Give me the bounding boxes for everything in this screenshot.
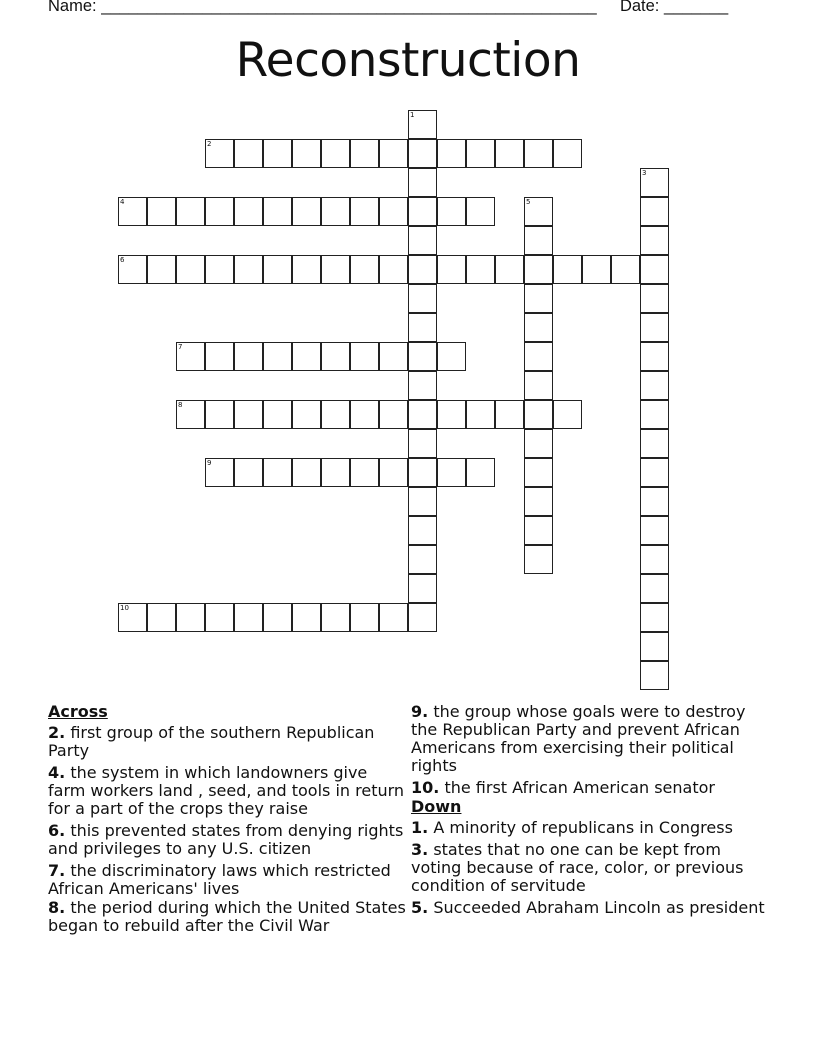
grid-cell[interactable] [466,255,495,284]
grid-cell[interactable] [640,661,669,690]
grid-cell[interactable] [437,255,466,284]
grid-cell[interactable] [524,487,553,516]
down-heading: Down [411,797,462,816]
cell-number: 2 [207,140,212,148]
clue-down-1: 1. A minority of republicans in Congress [411,818,733,837]
grid-cell[interactable] [640,255,669,284]
grid-cell[interactable] [640,400,669,429]
grid-cell[interactable] [263,458,292,487]
grid-cell[interactable] [118,603,147,632]
grid-cell[interactable] [640,603,669,632]
grid-cell[interactable] [408,110,437,139]
grid-cell[interactable] [350,255,379,284]
grid-cell[interactable] [321,255,350,284]
cell-number: 1 [410,111,415,119]
grid-cell[interactable] [640,284,669,313]
grid-cell[interactable] [176,255,205,284]
grid-cell[interactable] [466,400,495,429]
grid-cell[interactable] [408,458,437,487]
grid-cell[interactable] [408,545,437,574]
grid-cell[interactable] [205,400,234,429]
grid-cell[interactable] [524,516,553,545]
grid-cell[interactable] [524,313,553,342]
grid-cell[interactable] [321,603,350,632]
grid-cell[interactable] [292,255,321,284]
grid-cell[interactable] [118,197,147,226]
grid-cell[interactable] [611,255,640,284]
grid-cell[interactable] [524,284,553,313]
grid-cell[interactable] [176,342,205,371]
grid-cell[interactable] [147,197,176,226]
grid-cell[interactable] [321,458,350,487]
grid-cell[interactable] [524,139,553,168]
clue-across-10: 10. the first African American senator [411,778,715,797]
grid-cell[interactable] [234,603,263,632]
grid-cell[interactable] [408,400,437,429]
grid-cell[interactable] [350,458,379,487]
grid-cell[interactable] [234,197,263,226]
grid-cell[interactable] [263,255,292,284]
grid-cell[interactable] [263,139,292,168]
clue-down-5: 5. Succeeded Abraham Lincoln as president [411,898,765,917]
grid-cell[interactable] [205,139,234,168]
grid-cell[interactable] [350,400,379,429]
grid-cell[interactable] [640,168,669,197]
grid-cell[interactable] [553,255,582,284]
grid-cell[interactable] [321,400,350,429]
grid-cell[interactable] [379,458,408,487]
grid-cell[interactable] [640,226,669,255]
cell-number: 5 [526,198,531,206]
grid-cell[interactable] [321,139,350,168]
grid-cell[interactable] [408,226,437,255]
grid-cell[interactable] [176,603,205,632]
name-blank[interactable]: ______________________________________________________ [101,0,597,15]
grid-cell[interactable] [147,255,176,284]
grid-cell[interactable] [524,458,553,487]
grid-cell[interactable] [640,342,669,371]
grid-cell[interactable] [118,255,147,284]
clue-across-4: 4. the system in which landowners give farm workers land , seed, and tools in return for a part of the crops they raise [48,763,405,818]
grid-cell[interactable] [495,139,524,168]
name-label: Name: [48,0,97,15]
grid-cell[interactable] [379,197,408,226]
grid-cell[interactable] [408,516,437,545]
grid-cell[interactable] [350,342,379,371]
grid-cell[interactable] [350,603,379,632]
grid-cell[interactable] [524,545,553,574]
grid-cell[interactable] [292,603,321,632]
grid-cell[interactable] [379,400,408,429]
grid-cell[interactable] [350,139,379,168]
grid-cell[interactable] [205,458,234,487]
grid-cell[interactable] [263,197,292,226]
grid-cell[interactable] [640,197,669,226]
across-heading: Across [48,702,108,721]
grid-cell[interactable] [176,400,205,429]
grid-cell[interactable] [524,226,553,255]
grid-cell[interactable] [234,255,263,284]
clue-down-3: 3. states that no one can be kept from voting because of race, color, or previous condition of servitude [411,840,744,895]
grid-cell[interactable] [466,139,495,168]
grid-cell[interactable] [321,197,350,226]
clue-across-8: 8. the period during which the United States began to rebuild after the Civil War [48,898,406,935]
grid-cell[interactable] [408,371,437,400]
grid-cell[interactable] [408,313,437,342]
grid-cell[interactable] [553,400,582,429]
grid-cell[interactable] [408,487,437,516]
grid-cell[interactable] [234,400,263,429]
clue-across-2: 2. first group of the southern Republican Party [48,723,375,760]
grid-cell[interactable] [640,313,669,342]
grid-cell[interactable] [437,342,466,371]
grid-cell[interactable] [408,342,437,371]
grid-cell[interactable] [524,255,553,284]
grid-cell[interactable] [379,255,408,284]
grid-cell[interactable] [321,342,350,371]
grid-cell[interactable] [553,139,582,168]
date-label: Date: [619,0,660,15]
grid-cell[interactable] [524,429,553,458]
grid-cell[interactable] [466,458,495,487]
grid-cell[interactable] [495,255,524,284]
grid-cell[interactable] [234,458,263,487]
grid-cell[interactable] [408,197,437,226]
grid-cell[interactable] [640,487,669,516]
grid-cell[interactable] [408,168,437,197]
grid-cell[interactable] [292,342,321,371]
cell-number: 10 [120,604,129,612]
grid-cell[interactable] [408,429,437,458]
grid-cell[interactable] [524,197,553,226]
date-blank[interactable]: _______ [663,0,729,15]
grid-cell[interactable] [408,284,437,313]
grid-cell[interactable] [350,197,379,226]
grid-cell[interactable] [408,255,437,284]
grid-cell[interactable] [640,516,669,545]
grid-cell[interactable] [292,139,321,168]
grid-cell[interactable] [640,371,669,400]
grid-cell[interactable] [408,139,437,168]
cell-number: 3 [642,169,647,177]
grid-cell[interactable] [379,603,408,632]
cell-number: 7 [178,343,183,351]
grid-cell[interactable] [205,603,234,632]
cell-number: 8 [178,401,183,409]
grid-cell[interactable] [640,574,669,603]
grid-cell[interactable] [379,342,408,371]
grid-cell[interactable] [234,342,263,371]
grid-cell[interactable] [263,342,292,371]
page-title: Reconstruction [235,33,581,88]
clue-across-9: 9. the group whose goals were to destroy the Republican Party and prevent African Americans from exercising their political rights [411,702,746,775]
grid-cell[interactable] [437,139,466,168]
grid-cell[interactable] [292,197,321,226]
grid-cell[interactable] [205,255,234,284]
grid-cell[interactable] [495,400,524,429]
right-clues [411,703,771,921]
grid-cell[interactable] [640,429,669,458]
grid-cell[interactable] [408,603,437,632]
grid-cell[interactable] [524,342,553,371]
clue-across-6: 6. this prevented states from denying rights and privileges to any U.S. citizen [48,821,404,858]
grid-cell[interactable] [263,603,292,632]
grid-cell[interactable] [640,458,669,487]
grid-cell[interactable] [524,400,553,429]
grid-cell[interactable] [205,197,234,226]
grid-cell[interactable] [292,400,321,429]
clue-across-7: 7. the discriminatory laws which restricted African Americans' lives [48,861,391,898]
grid-cell[interactable] [408,574,437,603]
cell-number: 4 [120,198,125,206]
cell-number: 6 [120,256,125,264]
grid-cell[interactable] [524,371,553,400]
grid-cell[interactable] [263,400,292,429]
grid-cell[interactable] [205,342,234,371]
grid-cell[interactable] [640,545,669,574]
grid-cell[interactable] [437,400,466,429]
grid-cell[interactable] [176,197,205,226]
grid-cell[interactable] [437,197,466,226]
grid-cell[interactable] [466,197,495,226]
cell-number: 9 [207,459,212,467]
grid-cell[interactable] [437,458,466,487]
grid-cell[interactable] [640,632,669,661]
grid-cell[interactable] [234,139,263,168]
grid-cell[interactable] [147,603,176,632]
across-clues [48,703,408,939]
grid-cell[interactable] [582,255,611,284]
grid-cell[interactable] [292,458,321,487]
grid-cell[interactable] [379,139,408,168]
